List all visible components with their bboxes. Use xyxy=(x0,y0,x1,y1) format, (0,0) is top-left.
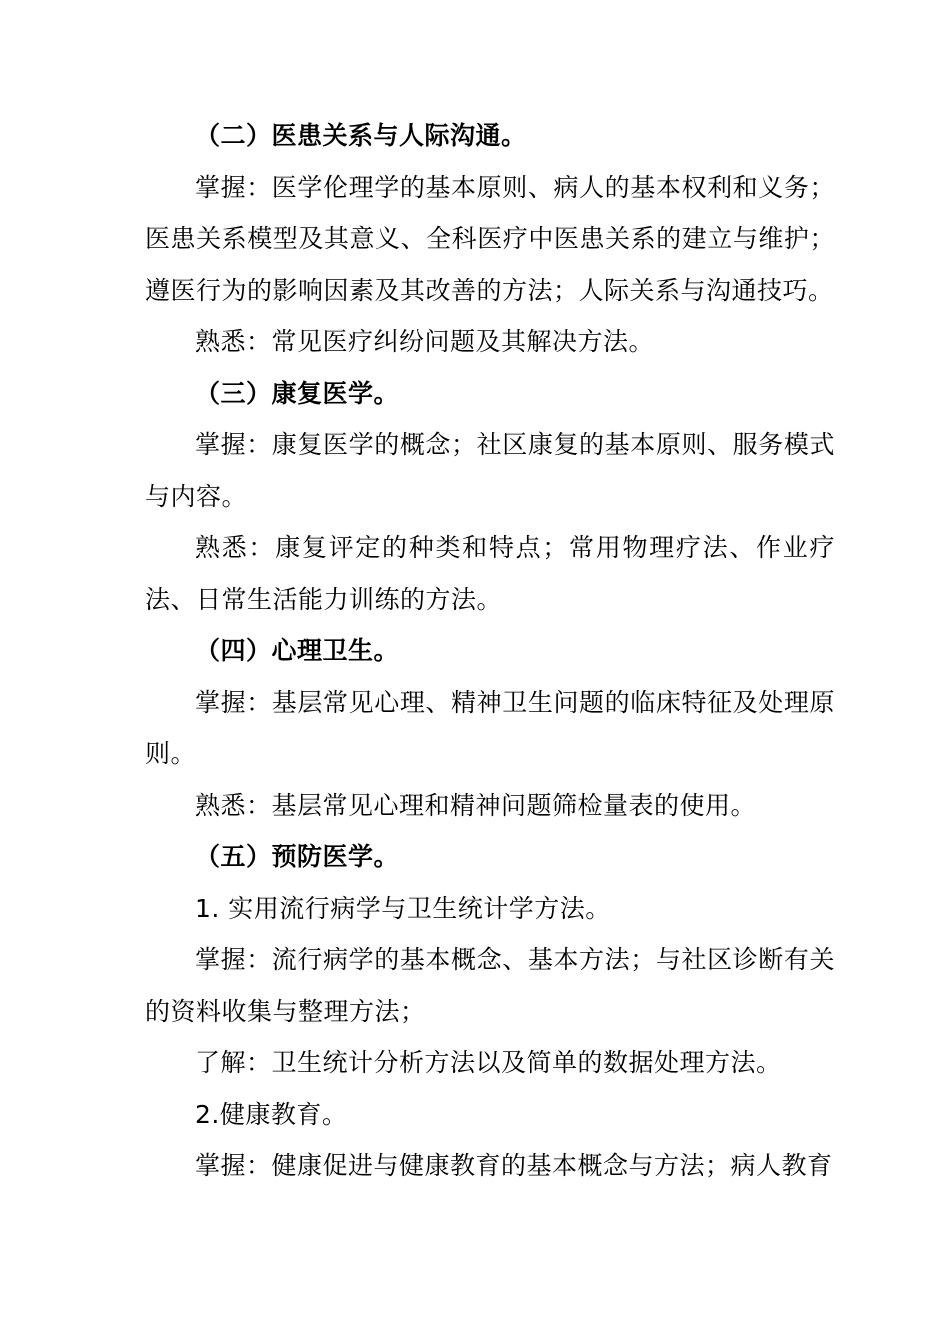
section-heading-doctor-patient: （二）医患关系与人际沟通。 xyxy=(195,121,527,150)
paragraph-understand-statistics: 了解：卫生统计分析方法以及简单的数据处理方法。 xyxy=(195,1048,782,1077)
subsection-health-education: 2.健康教育。 xyxy=(195,1099,348,1129)
section-heading-preventive-medicine: （五）预防医学。 xyxy=(195,842,400,871)
section-heading-mental-health: （四）心理卫生。 xyxy=(195,636,400,665)
paragraph-master-epidemiology: 掌握：流行病学的基本概念、基本方法；与社区诊断有关的资料收集与整理方法； xyxy=(145,945,835,1026)
paragraph-familiar-mental-health: 熟悉：基层常见心理和精神问题筛检量表的使用。 xyxy=(195,790,757,820)
paragraph-master-health-education: 掌握：健康促进与健康教育的基本概念与方法；病人教育 xyxy=(195,1151,833,1180)
document-body xyxy=(145,110,835,1192)
paragraph-master-mental-health: 掌握：基层常见心理、精神卫生问题的临床特征及处理原则。 xyxy=(145,687,835,768)
paragraph-master-rehabilitation: 掌握：康复医学的概念；社区康复的基本原则、服务模式与内容。 xyxy=(145,430,835,511)
paragraph-master-doctor-patient: 掌握：医学伦理学的基本原则、病人的基本权利和义务；医患关系模型及其意义、全科医疗中医患关系的建立与维护；遵医行为的影响因素及其改善的方法；人际关系与沟通技巧。 xyxy=(145,172,835,305)
subsection-epidemiology: 1. 实用流行病学与卫生统计学方法。 xyxy=(195,893,611,923)
section-heading-rehabilitation: （三）康复医学。 xyxy=(195,378,400,408)
paragraph-familiar-disputes: 熟悉：常见医疗纠纷问题及其解决方法。 xyxy=(195,327,655,356)
paragraph-familiar-rehabilitation: 熟悉：康复评定的种类和特点；常用物理疗法、作业疗法、日常生活能力训练的方法。 xyxy=(145,533,835,614)
